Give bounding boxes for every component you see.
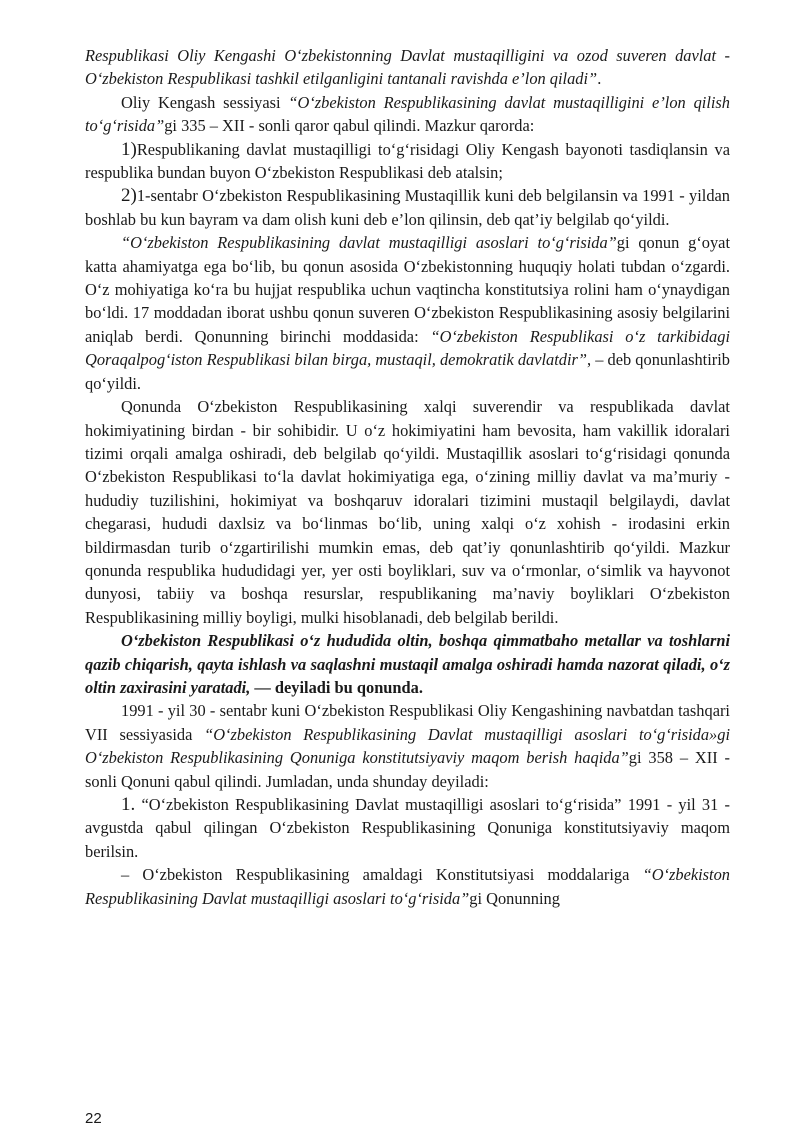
paragraph-independence-law: “O‘zbekiston Respublikasining davlat mustaqilligi asoslari to‘g‘risida”gi qonun g‘oyat katta ahamiyatga ega bo‘lib, bu qonun asosida O‘zbekistonning huquqiy holati tubdan o‘zgardi. O‘z mohiyatiga ko‘ra bu hujjat respublika uchun vaqtincha konstitutsiya rolini ham o‘ynaydigan bo‘ldi. 17 moddadan iborat ushbu qonun suveren O‘zbekiston Respublikasining asosiy belgilarini aniqlab berdi. Qonunning birinchi moddasida: “O‘zbekiston Respublikasi o‘z tarkibidagi Qoraqalpog‘iston Respublikasi bilan birga, mustaqil, demokratik davlatdir”, – deb qonunlashtirib qo‘yildi. — [85, 233, 731, 393]
paragraph-constitutional-status: 1991 - yil 30 - sentabr kuni O‘zbekiston Respublikasi Oliy Kengashining navbatdan tashqari VII sessiyasida “O‘zbekiston Respublikasining Davlat mustaqilligi asoslari to‘g‘risida»gi O‘zbekiston Respublikasining Qonuniga konstitutsiyaviy maqom berish haqida”gi 358 – XII - sonli Qonuni qabul qilindi. Jumladan, unda shunday deyiladi: — [85, 701, 731, 791]
list-item-dash: – O‘zbekiston Respublikasining amaldagi Konstitutsiyasi moddalariga “O‘zbekiston Respublikasining Davlat mustaqilligi asoslari to‘g‘risida”gi Qonunning — [85, 865, 730, 908]
paragraph-gold-reserves: O‘zbekiston Respublikasi o‘z hududida oltin, boshqa qimmatbaho metallar va toshlarni qazib chiqarish, qayta ishlash va saqlashni mustaqil amalga oshiradi hamda nazorat qiladi, o‘z oltin zaxirasini yaratadi, — deyiladi bu qonunda. — [85, 631, 730, 697]
list-item-numbered-1: 1. “O‘zbekiston Respublikasining Davlat mustaqilligi asoslari to‘g‘risida” 1991 - yil 31 - avgustda qabul qilingan O‘zbekiston Respublikasining Qonuniga konstitutsiyaviy maqom berilsin. — [85, 794, 730, 861]
paragraph-session-decision: Oliy Kengash sessiyasi “O‘zbekiston Respublikasining davlat mustaqilligini e’lon qilish to‘g‘risida”gi 335 – XII - sonli qaror qabul qilindi. Mazkur qarorda: — [85, 92, 731, 136]
list-item-1: 1)Respublikaning davlat mustaqilligi to‘g‘risidagi Oliy Kengash bayonoti tasdiqlansin va respublika bundan buyon O‘zbekiston Respublikasi deb atalsin; — [85, 138, 730, 183]
list-item-2: 2)1-sentabr O‘zbekiston Respublikasining Mustaqillik kuni deb belgilansin va 1991 - yildan boshlab bu kun bayram va dam olish kuni deb e’lon qilinsin, deb qat’iy belgilab qo‘yildi. — [85, 185, 730, 229]
paragraph-sovereignty: Qonunda O‘zbekiston Respublikasining xalqi suverendir va respublikada davlat hokimiyatining birdan - bir sohibidir. U o‘z hokimiyatini ham bevosita, ham vakillik idoralari tizimi orqali amalga oshiradi, deb belgilab qo‘yildi. Mustaqillik asoslari to‘g‘risidagi qonunda O‘zbekiston Respublikasi to‘la davlat hokimiyatiga ega, o‘zining milliy davlat va ma’muriy - hududiy tuzilishini, hokimiyat va boshqaruv idoralari tizimini mustaqil belgilaydi, davlat chegarasi, hududi daxlsiz va bo‘linmas bo‘lib, uning xalqi o‘z xohish - irodasini erkin bildirmasdan turib o‘zgartirilishi mumkin emas, deb qat’iy qonunlashtirib qo‘yildi. Mazkur qonunda respublika hududidagi yer, yer osti boyliklari, suv va o‘rmonlar, o‘simlik va hayvonot dunyosi, tabiiy va boshqa resurslar, respublikaning ma’naviy boyliklari O‘zbekiston Respublikasining milliy boyligi, mulki hisoblanadi, deb belgilab berildi. — [85, 397, 730, 627]
document-body — [85, 44, 730, 910]
page-number: 22 — [85, 1110, 102, 1127]
paragraph-declaration-ending: Respublikasi Oliy Kengashi O‘zbekistonning Davlat mustaqilligini va ozod suveren davlat - O‘zbekiston Respublikasi tashkil etilganligini tantanali ravishda e’lon qiladi”. — [85, 46, 730, 89]
